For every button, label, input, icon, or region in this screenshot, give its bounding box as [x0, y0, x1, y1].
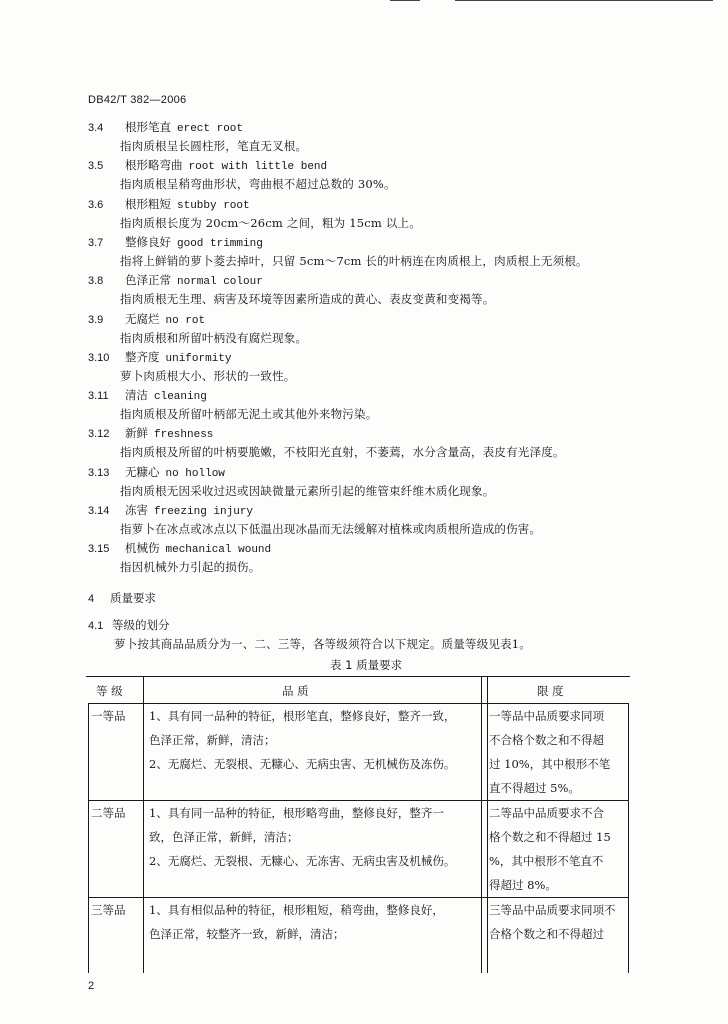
term-chinese: 色泽正常 — [125, 273, 171, 287]
clause-title: 等级的划分 — [112, 618, 170, 632]
term-definition: 指肉质根无因采收过迟或因缺微量元素所引起的维管束纤维木质化现象。 — [120, 484, 495, 498]
quality-line: 2、无腐烂、无裂根、无糠心、无冻害、无病虫害及机械伤。 — [149, 854, 456, 868]
term-definition: 指肉质根呈稍弯曲形状，弯曲根不超过总数的 30%。 — [120, 177, 396, 191]
term-english: freezing injury — [154, 506, 254, 518]
term-heading — [88, 465, 225, 482]
table-column-rule — [143, 676, 144, 973]
section-title: 质量要求 — [110, 591, 156, 605]
term-chinese: 清洁 — [125, 388, 148, 402]
page-number: 2 — [88, 980, 95, 992]
limit-line: 二等品中品质要求不合 — [489, 806, 604, 820]
term-definition: 指肉质根长度为 20cm～26cm 之间，粗为 15cm 以上。 — [120, 216, 421, 230]
term-english: cleaning — [154, 391, 207, 403]
term-heading — [88, 541, 271, 558]
term-english: root with little bend — [188, 161, 328, 173]
quality-line: 1、具有同一品种的特征，根形略弯曲，整修良好，整齐一 — [149, 806, 444, 820]
table-right-border — [628, 703, 629, 973]
limit-line: 格个数之和不得超过 15 — [489, 830, 611, 844]
table-row-rule — [88, 800, 628, 801]
term-number: 3.5 — [88, 160, 104, 172]
clause-number: 4.1 — [88, 620, 104, 632]
term-chinese: 根形笔直 — [125, 120, 171, 134]
quality-line: 2、无腐烂、无裂根、无糠心、无病虫害、无机械伤及冻伤。 — [149, 757, 456, 771]
clause-4-1-heading — [88, 617, 170, 633]
term-number: 3.15 — [88, 543, 110, 555]
standard-code: DB42/T 382—2006 — [88, 94, 187, 106]
term-heading — [88, 388, 207, 405]
grade-cell: 一等品 — [91, 709, 126, 723]
limit-line: 直不得超过 5%。 — [489, 781, 580, 795]
term-chinese: 新鲜 — [125, 426, 148, 440]
header-grade: 等 级 — [96, 684, 123, 698]
term-number: 3.14 — [88, 505, 110, 517]
term-definition: 指肉质根无生理、病害及环境等因素所造成的黄心、表皮变黄和变褐等。 — [120, 292, 495, 306]
limit-line: 合格个数之和不得超过 — [489, 927, 604, 941]
table-header-rule — [88, 703, 628, 704]
grading-paragraph: 萝卜按其商品品质分为一、二、三等，各等级须符合以下规定。质量等级见表1。 — [114, 637, 532, 651]
term-definition: 指因机械外力引起的损伤。 — [120, 560, 261, 574]
quality-line: 色泽正常，较整齐一致，新鲜，清洁； — [149, 927, 345, 941]
term-number: 3.13 — [88, 467, 110, 479]
limit-line: 不合格个数之和不得超 — [489, 733, 604, 747]
section-number: 4 — [88, 593, 95, 605]
term-definition: 指肉质根呈长圆柱形，笔直无叉根。 — [120, 139, 308, 153]
term-heading — [88, 503, 253, 520]
term-english: stubby root — [177, 200, 250, 212]
table-caption: 表 1 质量要求 — [330, 658, 403, 672]
limit-line: 过 10%，其中根形不笔 — [489, 757, 611, 771]
term-heading — [88, 273, 263, 290]
term-definition: 指肉质根及所留的叶柄要脆嫩，不枝阳光直射，不萎蔫，水分含量高，表皮有光泽度。 — [120, 445, 565, 459]
term-heading — [88, 235, 263, 252]
term-chinese: 机械伤 — [125, 541, 160, 555]
term-number: 3.7 — [88, 237, 104, 249]
term-definition: 指肉质根和所留叶柄没有腐烂现象。 — [120, 331, 308, 345]
top-rule-long — [455, 0, 713, 1]
limit-line: 三等品中品质要求同项不 — [489, 903, 616, 917]
term-number: 3.6 — [88, 199, 104, 211]
section-4-heading — [88, 590, 156, 606]
limit-line: %，其中根形不笔直不 — [489, 854, 604, 868]
term-heading — [88, 312, 205, 329]
limit-line: 得超过 8%。 — [489, 878, 557, 892]
grade-cell: 二等品 — [91, 806, 126, 820]
quality-line: 致，色泽正常，新鲜，清洁； — [149, 830, 299, 844]
term-english: uniformity — [165, 353, 232, 365]
header-limit: 限 度 — [537, 684, 564, 698]
table-column-rule — [487, 676, 488, 973]
limit-line: 一等品中品质要求同项 — [489, 709, 604, 723]
term-heading — [88, 350, 232, 367]
term-heading — [88, 426, 213, 443]
quality-line: 1、具有相似品种的特征，根形粗短，稍弯曲，整修良好， — [149, 903, 444, 917]
top-rule-short — [390, 0, 420, 1]
table-left-border — [88, 703, 89, 973]
term-english: mechanical wound — [165, 544, 272, 556]
term-heading — [88, 120, 243, 137]
term-heading — [88, 158, 327, 175]
term-chinese: 无糠心 — [125, 465, 160, 479]
term-english: erect root — [177, 123, 244, 135]
term-english: no rot — [165, 315, 206, 327]
term-number: 3.10 — [88, 352, 110, 364]
term-chinese: 冻害 — [125, 503, 148, 517]
term-english: normal colour — [177, 276, 263, 288]
term-chinese: 整齐度 — [125, 350, 160, 364]
header-quality: 品 质 — [282, 684, 309, 698]
quality-line: 1、具有同一品种的特征，根形笔直，整修良好，整齐一致， — [149, 709, 456, 723]
term-number: 3.11 — [88, 390, 109, 402]
term-definition: 指萝卜在冰点或冰点以下低温出现冰晶而无法缓解对植株或肉质根所造成的伤害。 — [120, 522, 542, 536]
term-english: no hollow — [165, 468, 225, 480]
term-number: 3.9 — [88, 314, 104, 326]
term-number: 3.8 — [88, 275, 104, 287]
term-english: freshness — [154, 429, 214, 441]
table-row-rule — [88, 897, 628, 898]
table-column-rule — [481, 676, 482, 973]
table-top-rule — [86, 676, 630, 677]
term-english: good trimming — [177, 238, 263, 250]
term-heading — [88, 197, 250, 214]
term-definition: 指肉质根及所留叶柄部无泥土或其他外来物污染。 — [120, 407, 378, 421]
term-number: 3.4 — [88, 122, 104, 134]
term-definition: 指将上鲜销的萝卜菱去掉叶，只留 5cm～7cm 长的叶柄连在肉质根上，肉质根上无须根。 — [120, 254, 588, 268]
term-chinese: 整修良好 — [125, 235, 171, 249]
term-definition: 萝卜肉质根大小、形状的一致性。 — [120, 369, 296, 383]
grade-cell: 三等品 — [91, 903, 126, 917]
term-chinese: 根形粗短 — [125, 197, 171, 211]
term-chinese: 无腐烂 — [125, 312, 160, 326]
quality-line: 色泽正常，新鲜，清洁； — [149, 733, 276, 747]
term-number: 3.12 — [88, 428, 110, 440]
term-chinese: 根形略弯曲 — [125, 158, 183, 172]
